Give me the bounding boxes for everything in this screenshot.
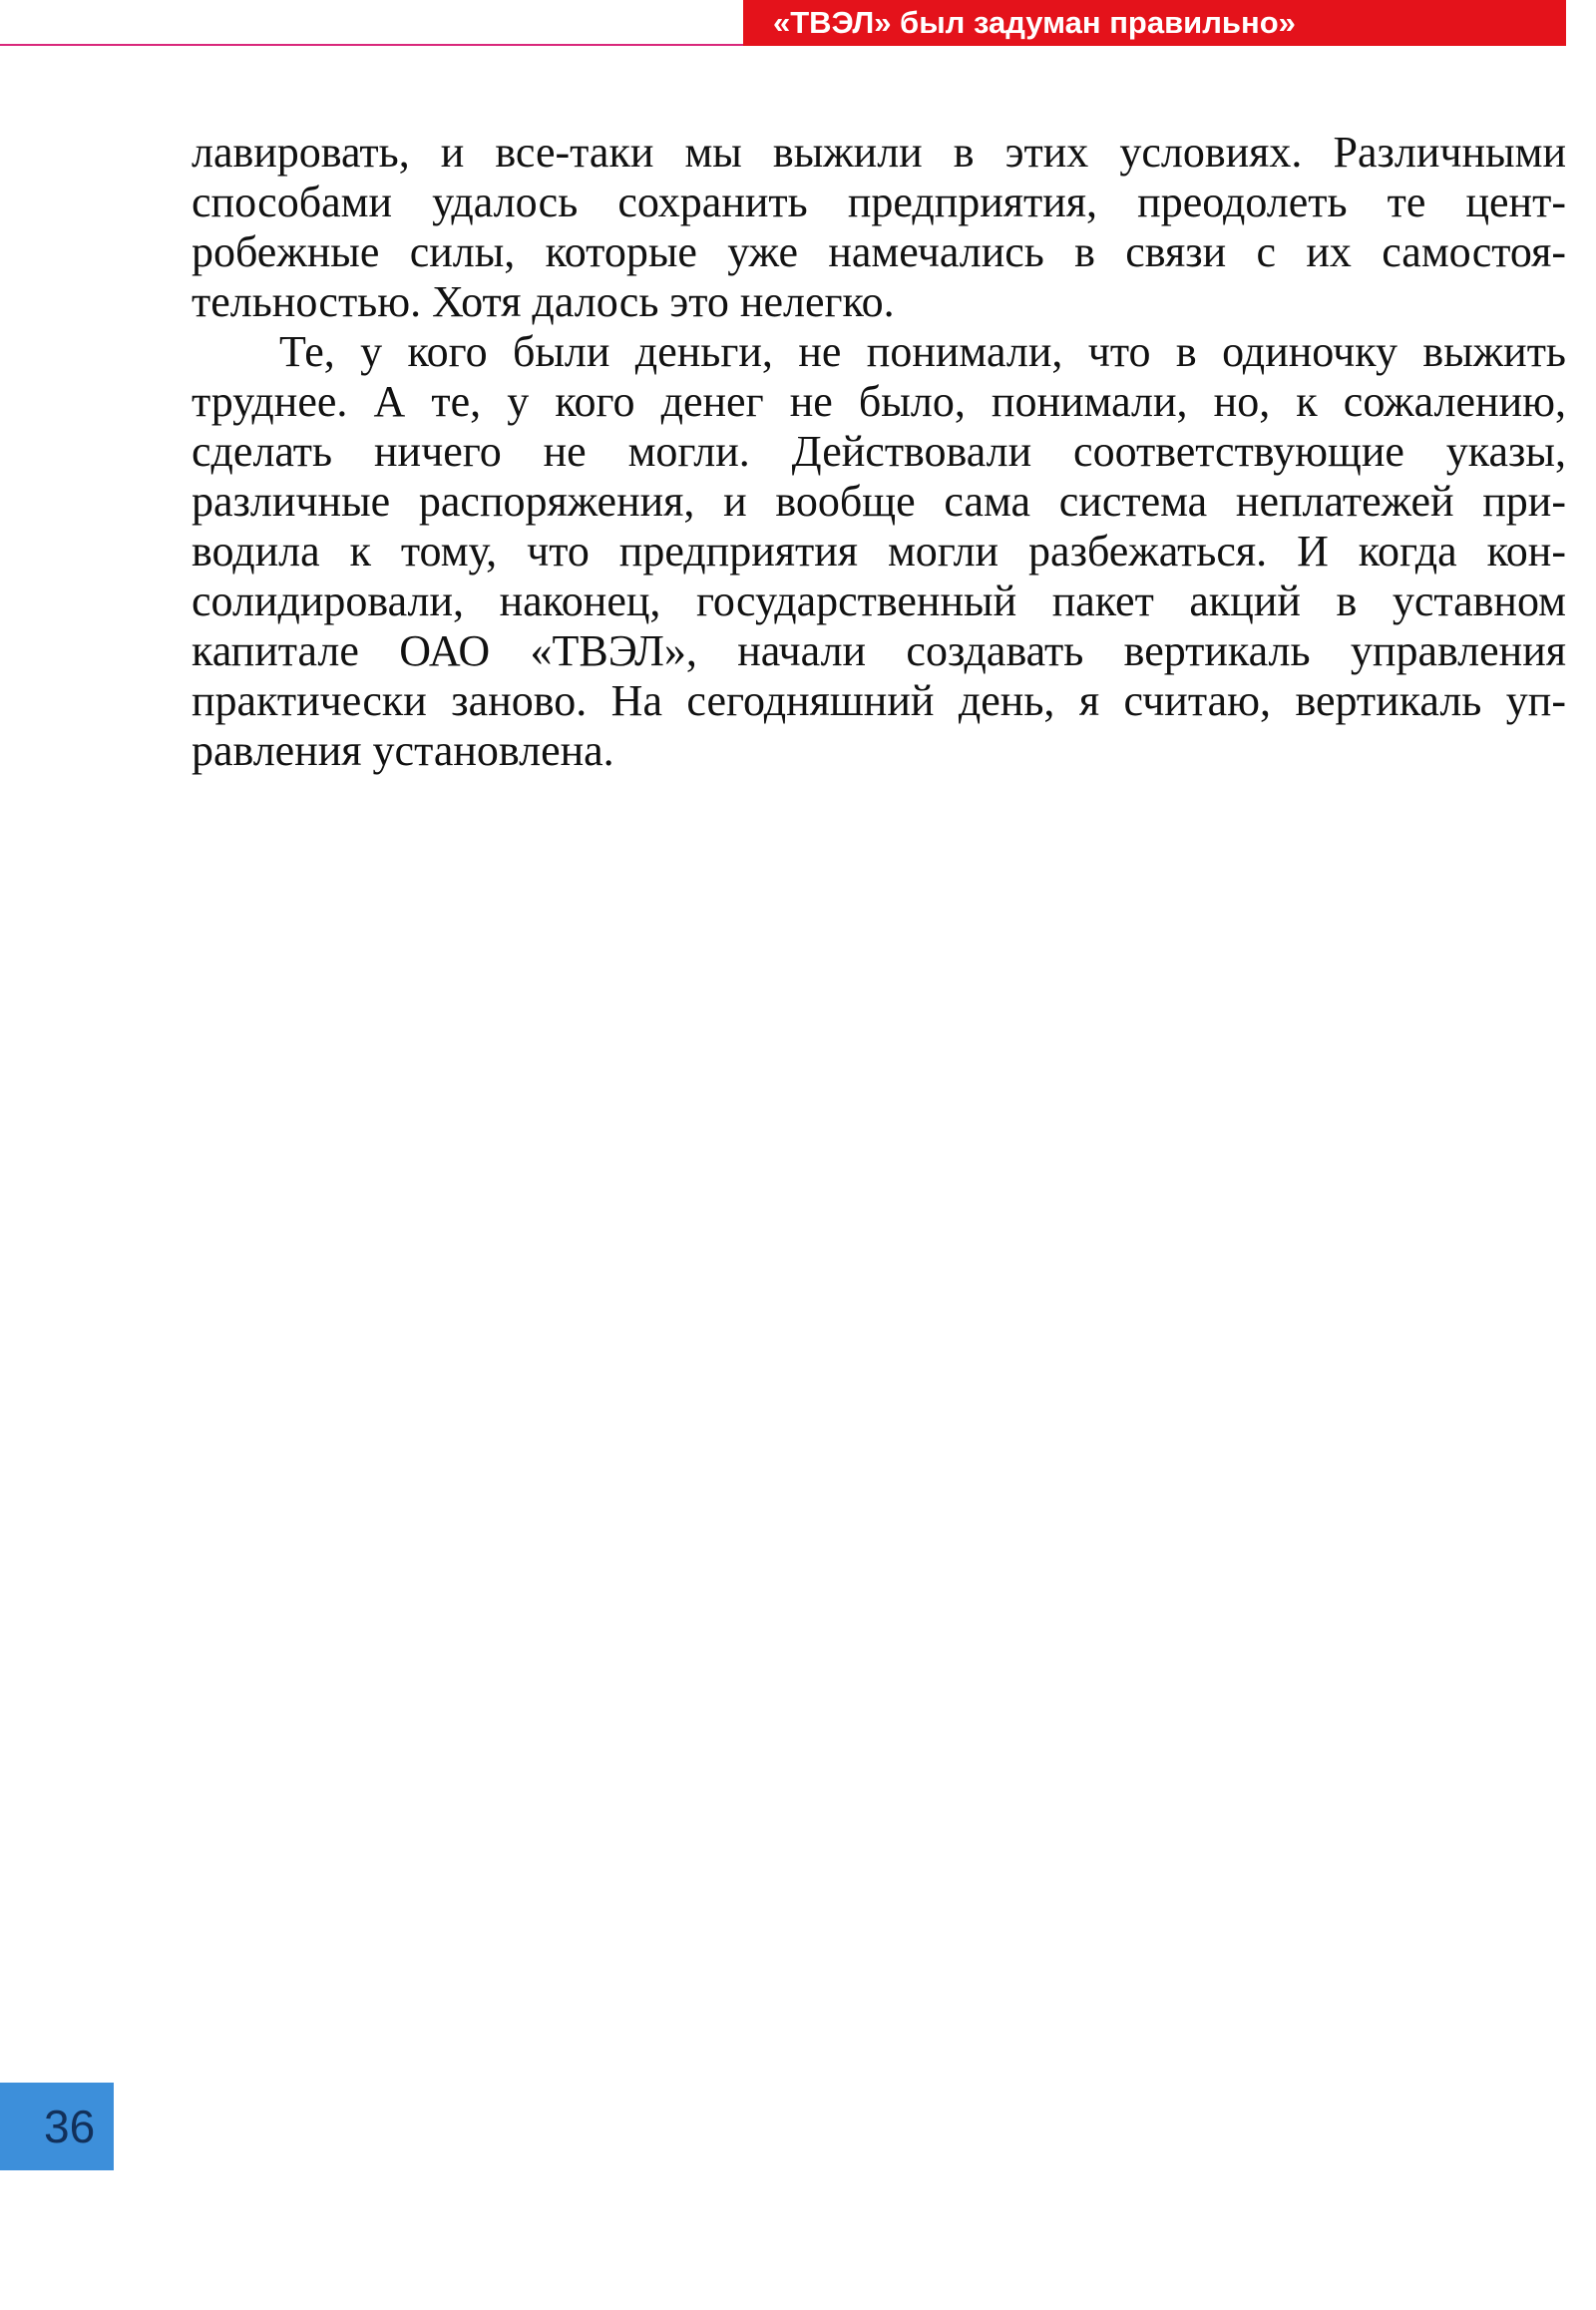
text-line: практически заново. На сегодняшний день, я считаю, вертикаль уп- <box>192 676 1566 725</box>
text-line: тельностью. Хотя далось это нелегко. <box>192 277 895 326</box>
text-line: сделать ничего не могли. Действовали соответствующие указы, <box>192 427 1566 476</box>
text-line: способами удалось сохранить предприятия, преодолеть те цент- <box>192 178 1566 226</box>
text-line: Те, у кого были деньги, не понимали, что в одиночку выжить <box>279 327 1566 376</box>
paragraph <box>192 128 1566 327</box>
text-line: равления установлена. <box>192 726 614 775</box>
text-line: труднее. А те, у кого денег не было, понимали, но, к сожалению, <box>192 377 1566 426</box>
text-line: лавировать, и все-таки мы выжили в этих условиях. Различными <box>192 128 1566 177</box>
page-number: 36 <box>44 2101 96 2152</box>
text-line: различные распоряжения, и вообще сама система неплатежей при- <box>192 477 1566 526</box>
paragraph <box>192 327 1566 776</box>
body-text <box>192 128 1566 776</box>
running-header <box>743 0 1566 46</box>
running-header-title: «ТВЭЛ» был задуман правильно» <box>773 5 1296 40</box>
text-line: солидировали, наконец, государственный пакет акций в уставном <box>192 577 1566 625</box>
text-line: робежные силы, которые уже намечались в связи с их самостоя- <box>192 227 1566 276</box>
header-rule <box>0 44 743 46</box>
text-line: капитале ОАО «ТВЭЛ», начали создавать вертикаль управления <box>192 626 1566 675</box>
text-line: водила к тому, что предприятия могли разбежаться. И когда кон- <box>192 527 1566 576</box>
